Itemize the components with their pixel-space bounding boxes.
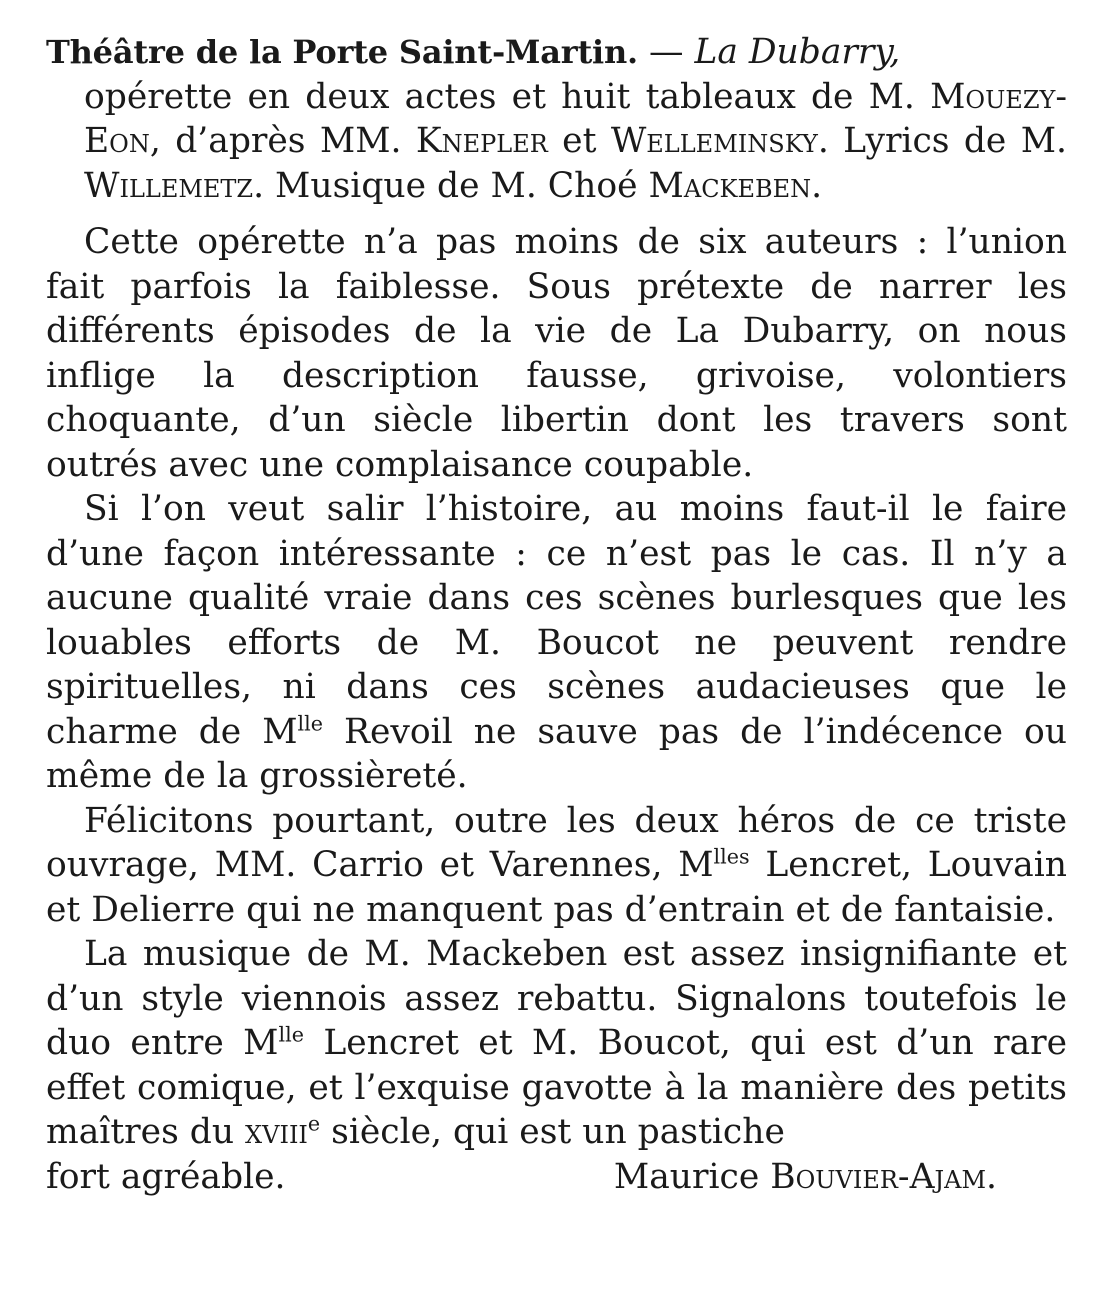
superscript: lle bbox=[278, 1022, 304, 1047]
credits-text: et bbox=[547, 121, 611, 161]
paragraph-text: La musique de M. Mackeben est assez insignifiante et d’un style viennois assez rebattu. Signalons toutefois le duo entre M bbox=[46, 934, 1067, 1063]
closing-line bbox=[46, 1155, 1067, 1200]
signature-first-name: Maurice bbox=[613, 1156, 771, 1197]
century-numeral: xviii bbox=[245, 1112, 308, 1152]
paragraph-2 bbox=[46, 487, 1067, 799]
paragraph-4 bbox=[46, 932, 1067, 1155]
credits-text: . Lyrics de M. bbox=[817, 121, 1067, 161]
paragraph-text: Félicitons pourtant, outre les deux héros de ce triste ouvrage, MM. Carrio et Varennes, M bbox=[46, 800, 1067, 885]
credits-text: . bbox=[811, 165, 823, 206]
paragraph-text: Revoil ne sauve pas de l’indécence ou même de la grossièreté. bbox=[46, 711, 1068, 796]
heading-credits bbox=[46, 75, 1067, 209]
closing-text: fort agréable. bbox=[46, 1156, 286, 1197]
author-willemetz: Willemetz bbox=[84, 165, 254, 206]
signature-last-name: Bouvier-Ajam. bbox=[770, 1156, 997, 1197]
superscript: e bbox=[307, 1111, 321, 1136]
author-knepler: Knepler bbox=[415, 121, 548, 161]
credits-text: . Musique de M. Choé bbox=[253, 165, 649, 206]
credits-text: opérette en deux actes et huit tableaux de M. bbox=[84, 76, 915, 117]
paragraph-text: Lencret et M. Boucot, qui est d’un rare effet comique, et l’exquise gavotte à la manière des petits maîtres du bbox=[46, 1023, 1067, 1152]
theatre-name: Théâtre de la Porte Saint-Martin. bbox=[46, 33, 638, 71]
paragraph-text: siècle, qui est un pastiche bbox=[320, 1112, 785, 1152]
paragraph-text: Si l’on veut salir l’histoire, au moins faut-il le faire d’une façon intéressante : ce n’est pas le cas. Il n’y a aucune qualité vraie dans ces scènes burlesques que les louables efforts de M. Boucot ne peuvent rendre spirituelles, ni dans ces scènes audacieuses que le charme de M bbox=[46, 489, 1067, 752]
author-mackeben: Mackeben bbox=[648, 165, 812, 206]
superscript: lle bbox=[297, 711, 324, 736]
signature bbox=[614, 1155, 997, 1200]
paragraph-1: Cette opérette n’a pas moins de six auteurs : l’union fait parfois la faiblesse. Sous prétexte de narrer les différents épisodes de la vie de La Dubarry, on nous inflige la description fausse, grivoise, volontiers choquante, d’un siècle libertin dont les travers sont outrés avec une complaisance coupable. bbox=[46, 222, 1067, 485]
review-heading bbox=[46, 30, 1067, 208]
heading-dash: — bbox=[638, 32, 695, 72]
play-title: La Dubarry, bbox=[694, 32, 901, 72]
author-mouezy-eon: Mouezy-Eon bbox=[84, 76, 1068, 161]
author-welleminsky: Welleminsky bbox=[610, 121, 818, 161]
credits-text: , d’après MM. bbox=[149, 121, 402, 161]
superscript: lles bbox=[713, 844, 750, 869]
paragraph-3 bbox=[46, 799, 1067, 933]
paragraph-text: Lencret, Louvain et Delierre qui ne manquent pas d’entrain et de fantaisie. bbox=[46, 845, 1067, 930]
